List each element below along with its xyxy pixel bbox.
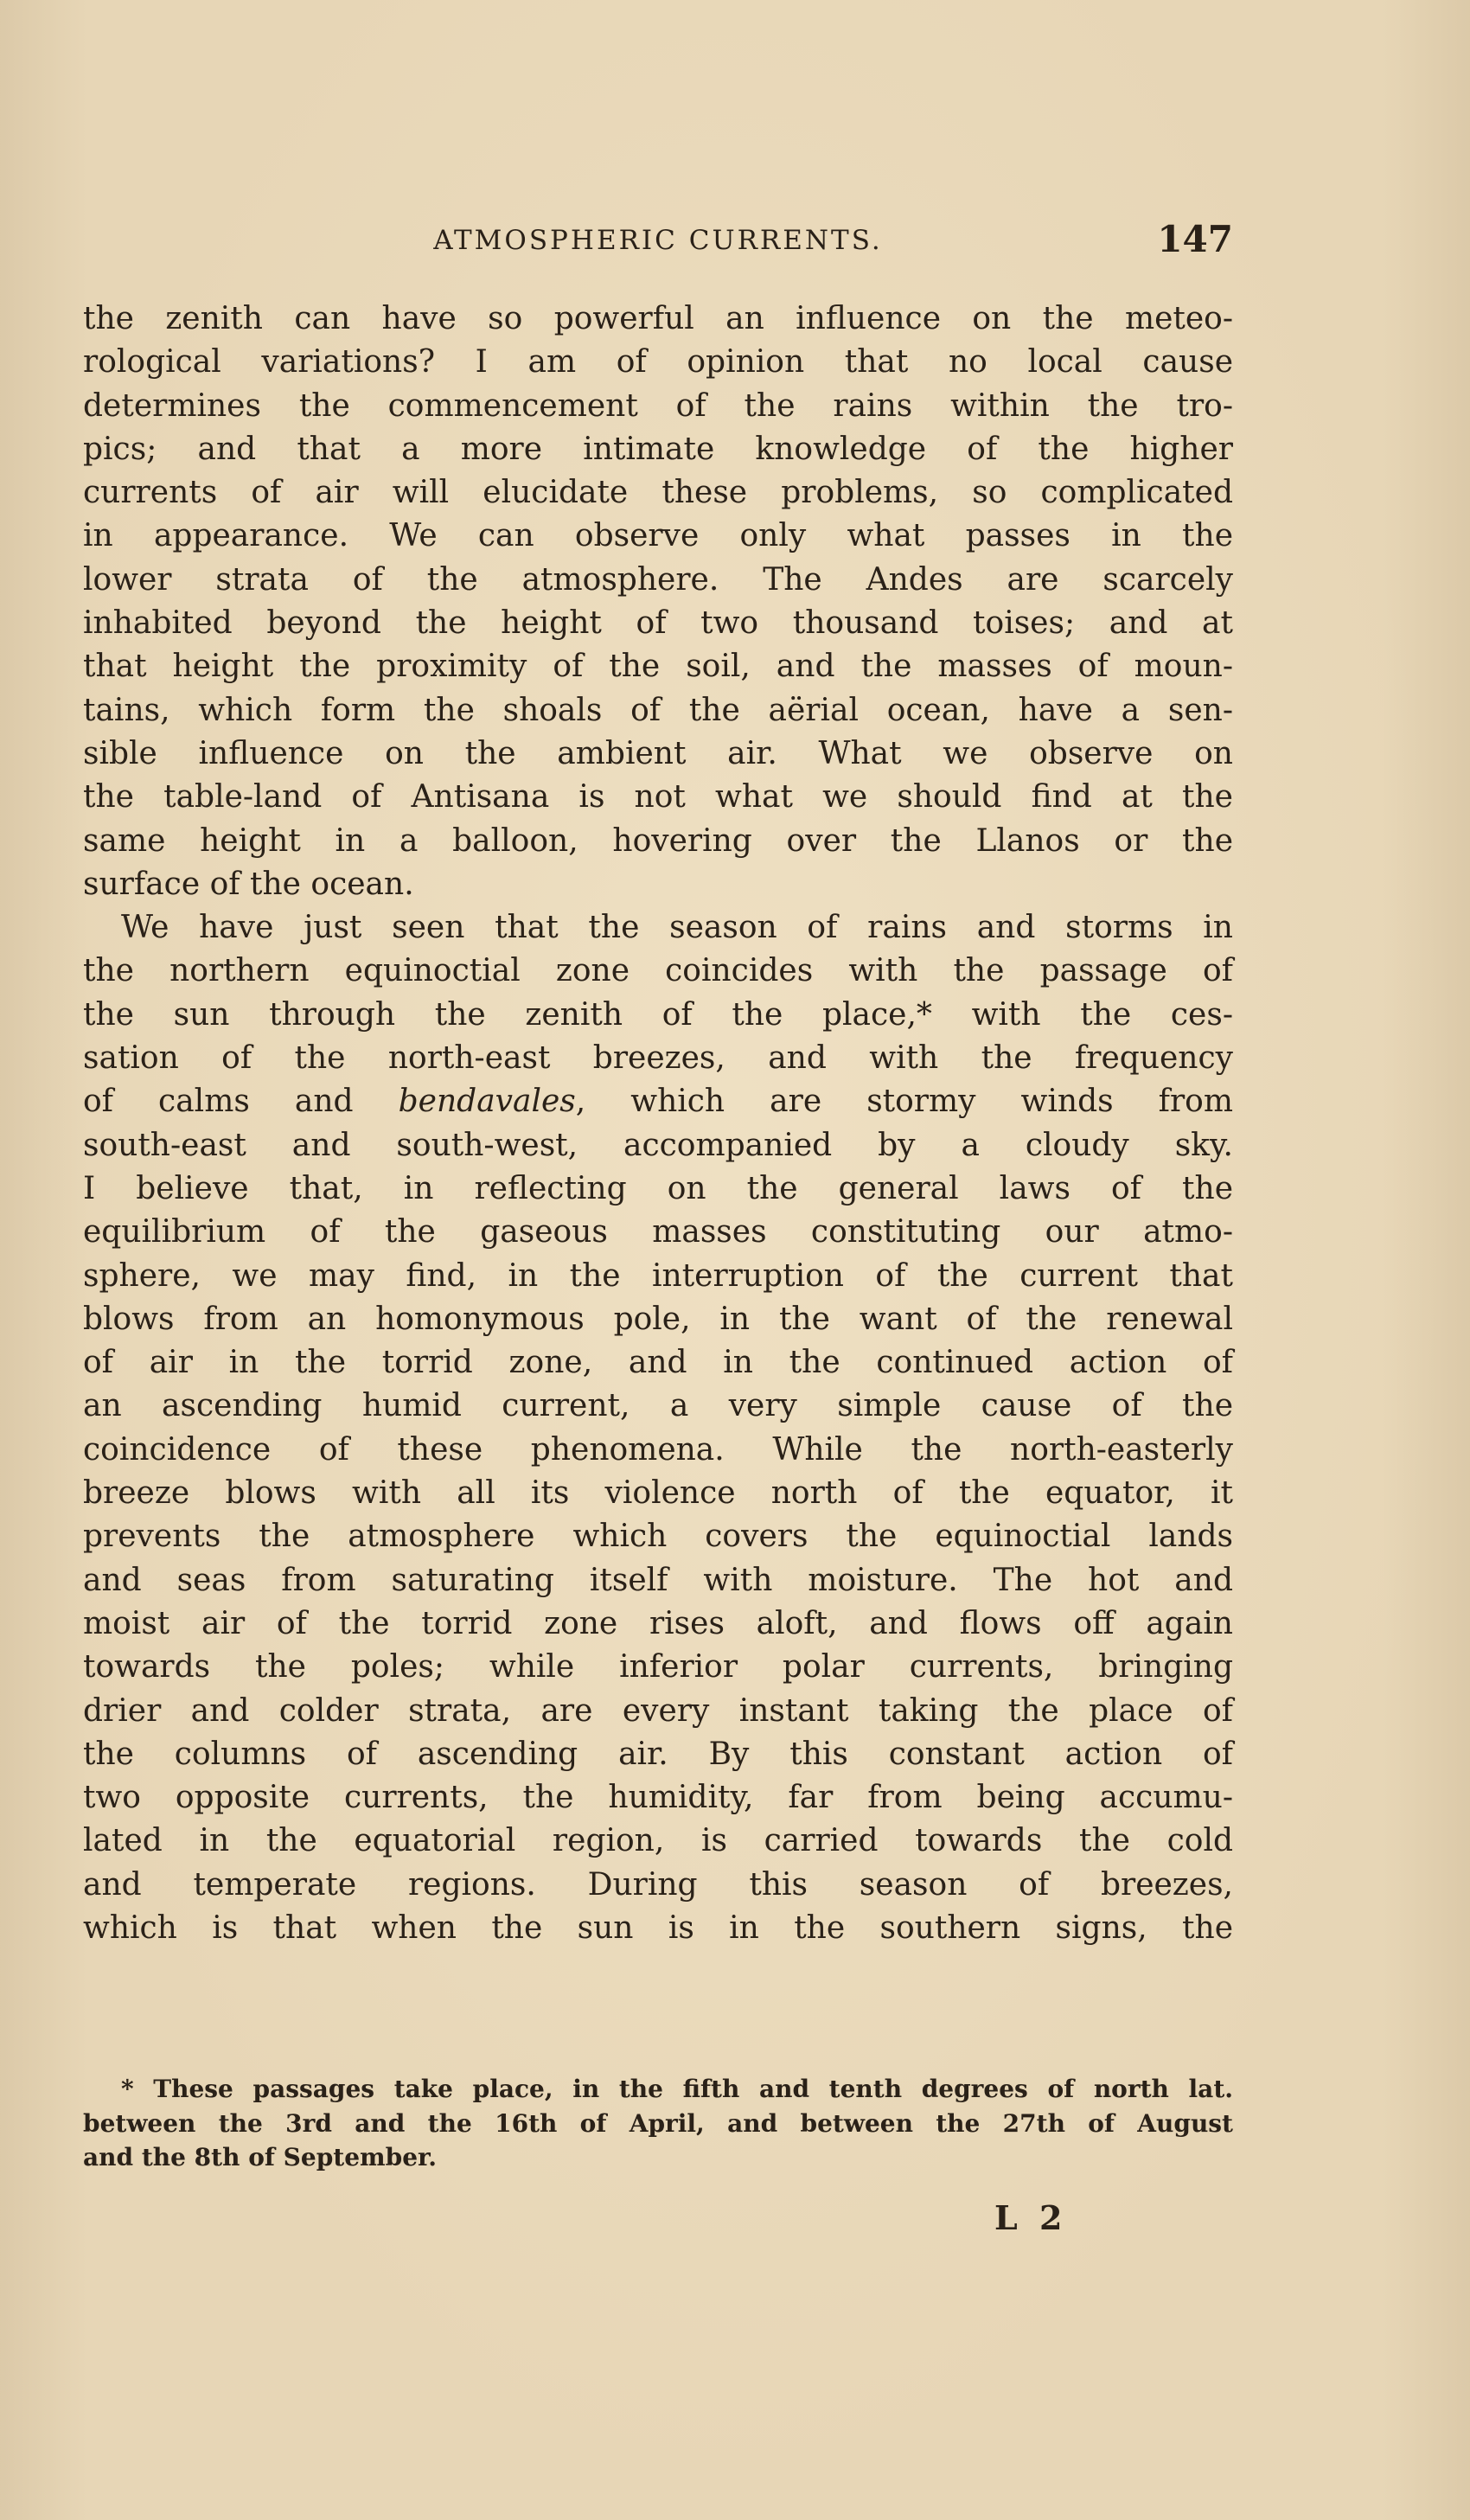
- text-line: two opposite currents, the humidity, far from being accumu-: [83, 1780, 1233, 1816]
- text-line: coincidence of these phenomena. While the north-easterly: [83, 1431, 1233, 1468]
- text-line: lated in the equatorial region, is carried towards the cold: [83, 1823, 1233, 1859]
- text-line: of air in the torrid zone, and in the continued action of: [83, 1345, 1233, 1381]
- text-line: the sun through the zenith of the place,* with the ces-: [83, 996, 1233, 1033]
- text-line: moist air of the torrid zone rises aloft, and flows off again: [83, 1605, 1233, 1641]
- text-line: that height the proximity of the soil, and the masses of moun-: [83, 649, 1233, 685]
- text-line: the zenith can have so powerful an influence on the meteo-: [83, 301, 1233, 336]
- text-line: blows from an homonymous pole, in the want of the renewal: [83, 1301, 1233, 1337]
- text-line: towards the poles; while inferior polar currents, bringing: [83, 1649, 1233, 1685]
- text-line: drier and colder strata, are every instant taking the place of: [83, 1692, 1233, 1729]
- text-line: determines the commencement of the rains within the tro-: [83, 387, 1233, 424]
- text-line: south-east and south-west, accompanied by a cloudy sky.: [83, 1127, 1233, 1163]
- text-line: in appearance. We can observe only what passes in the: [83, 518, 1233, 554]
- text-line: lower strata of the atmosphere. The Andes are scarcely: [83, 561, 1233, 598]
- text-line: the table-land of Antisana is not what we should find at the: [83, 779, 1233, 815]
- text-line: equilibrium of the gaseous masses constituting our atmo-: [83, 1214, 1233, 1250]
- text-line: sation of the north-east breezes, and with the frequency: [83, 1040, 1233, 1077]
- page-number: 147: [1157, 218, 1233, 260]
- footnote-line: and the 8th of September.: [83, 2143, 437, 2171]
- text-line: inhabited beyond the height of two thousand toises; and at: [83, 605, 1233, 642]
- text-line: and seas from saturating itself with moisture. The hot and: [83, 1562, 1233, 1598]
- text-line: sphere, we may find, in the interruption of the current that: [83, 1257, 1233, 1294]
- running-head: [83, 218, 1233, 266]
- signature-mark: L 2: [994, 2198, 1068, 2237]
- text-line: the northern equinoctial zone coincides with the passage of: [83, 953, 1233, 989]
- text-line: surface of the ocean.: [83, 866, 414, 902]
- footnote-line: * These passages take place, in the fifth and tenth degrees of north lat.: [121, 2075, 1233, 2103]
- chapter-title: ATMOSPHERIC CURRENTS.: [433, 225, 883, 256]
- text-line: breeze blows with all its violence north of the equator, it: [83, 1475, 1233, 1512]
- text-line: and temperate regions. During this season of breezes,: [83, 1866, 1233, 1903]
- text-line: prevents the atmosphere which covers the equinoctial lands: [83, 1519, 1233, 1555]
- text-line: rological variations? I am of opinion that no local cause: [83, 344, 1233, 381]
- text-line: sible influence on the ambient air. What we observe on: [83, 735, 1233, 771]
- footnote-line: between the 3rd and the 16th of April, and between the 27th of August: [83, 2108, 1233, 2138]
- italic-term: bendavales: [398, 1084, 576, 1120]
- paragraph-start-line: We have just seen that the season of rains and storms in: [121, 910, 1233, 946]
- text-line: of calms and bendavales, which are stormy winds from: [83, 1084, 1233, 1120]
- text-line: tains, which form the shoals of the aërial ocean, have a sen-: [83, 692, 1233, 728]
- text-line: I believe that, in reflecting on the general laws of the: [83, 1170, 1233, 1206]
- text-line: currents of air will elucidate these problems, so complicated: [83, 475, 1233, 511]
- text-line: an ascending humid current, a very simple cause of the: [83, 1388, 1233, 1424]
- footnote: [83, 2072, 1233, 2175]
- text-line: which is that when the sun is in the southern signs, the: [83, 1909, 1233, 1946]
- text-line: same height in a balloon, hovering over the Llanos or the: [83, 822, 1233, 859]
- text-line: pics; and that a more intimate knowledge of the higher: [83, 431, 1233, 467]
- text-line: the columns of ascending air. By this constant action of: [83, 1736, 1233, 1772]
- body-text: [83, 297, 1233, 1950]
